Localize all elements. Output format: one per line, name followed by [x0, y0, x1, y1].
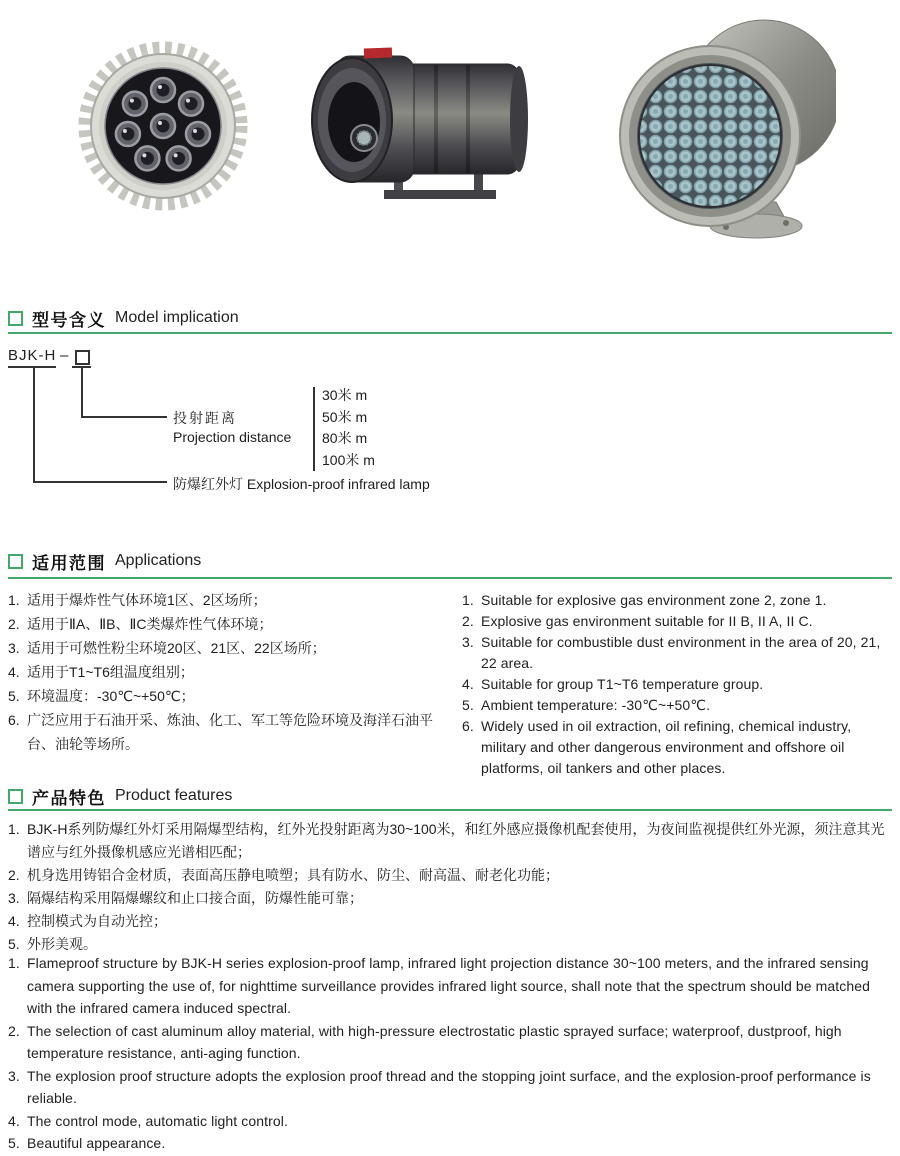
list-item-text: Ambient temperature: -30℃~+50℃.: [481, 697, 711, 713]
list-item-text: BJK-H系列防爆红外灯采用隔爆型结构，红外光投射距离为30~100米，和红外感应摄像机配套使用，为夜间监视提供红外光源，须注意其光谱应与红外摄像机感应光谱相匹配；: [27, 821, 885, 860]
list-item-number: 3.: [8, 640, 20, 656]
options-divider-line: [313, 387, 315, 471]
list-item: [462, 611, 892, 632]
camera-housing-image: [306, 42, 534, 210]
features-list-zh: [8, 818, 892, 956]
list-item: [462, 695, 892, 716]
list-item-number: 1.: [8, 955, 20, 971]
lamp-type-label: 防爆红外灯 Explosion-proof infrared lamp: [173, 476, 430, 492]
list-item: [8, 684, 450, 708]
option-100m: 100米 m: [322, 451, 375, 468]
section-header-applications: [8, 549, 201, 573]
list-item-text: Suitable for group T1~T6 temperature group.: [481, 676, 764, 692]
option-80m: 80米 m: [322, 430, 368, 446]
list-item-text: Explosive gas environment suitable for II B, II A, II C.: [481, 613, 813, 629]
list-item: [462, 590, 892, 611]
section-header-model-implication: [8, 306, 239, 330]
list-item: [8, 864, 892, 887]
section-marker-icon: [8, 311, 23, 326]
section-divider-line: [8, 332, 892, 334]
list-item-number: 2.: [462, 613, 474, 629]
list-item-text: Beautiful appearance.: [27, 1135, 166, 1151]
model-implication-diagram: [0, 345, 900, 500]
list-item-text: 适用于ⅡA、ⅡB、ⅡC类爆炸性气体环境；: [27, 616, 273, 632]
model-placeholder-box: [75, 350, 90, 365]
list-item-number: 4.: [462, 676, 474, 692]
list-item-text: Suitable for combustible dust environment in the area of 20, 21, 22 area.: [481, 634, 881, 671]
finned-lamp-image: [73, 36, 253, 216]
connector-line-horizontal-b: [33, 481, 167, 483]
list-item-text: 外形美观。: [27, 936, 97, 952]
projection-distance-options: [322, 385, 375, 471]
list-item-number: 4.: [8, 1112, 20, 1129]
red-label: [364, 48, 392, 59]
list-item-text: The selection of cast aluminum alloy material, with high-pressure electrostatic plastic sprayed surface; waterproof, dustproof, high temperature resistance, anti-aging function.: [27, 1022, 842, 1061]
option-50m: 50米 m: [322, 408, 368, 425]
list-item-number: 5.: [8, 936, 20, 952]
list-item: [8, 1020, 894, 1065]
list-item: [8, 636, 450, 660]
list-item-number: 6.: [8, 712, 20, 728]
list-item: [462, 632, 892, 674]
list-item-text: Suitable for explosive gas environment zone 2, zone 1.: [481, 592, 827, 608]
list-item-number: 4.: [8, 913, 20, 929]
section-marker-icon: [8, 789, 23, 804]
list-item-number: 5.: [462, 697, 474, 713]
list-item: [8, 952, 894, 1020]
model-code-dash: –: [60, 347, 70, 364]
list-item-number: 3.: [8, 890, 20, 906]
section-title-zh: 产品特色: [32, 788, 106, 808]
list-item-text: 机身选用铸铝合金材质，表面高压静电喷塑；具有防水、防尘、耐高温、耐老化功能；: [27, 867, 559, 883]
connector-line-vertical-b: [33, 367, 35, 483]
list-item-text: The control mode, automatic light control.: [27, 1112, 288, 1129]
list-item-number: 6.: [462, 718, 474, 734]
list-item-text: Flameproof structure by BJK-H series explosion-proof lamp, infrared light projection distance 30~100 meters, and the infrared sensing camera supporting the use of, for nighttime surveillance provides infrared light source, shall note that the spectrum should be matched with the infrared camera induced spectral.: [27, 955, 871, 1016]
applications-list-zh: [8, 588, 450, 756]
list-item-text: 环境温度：-30℃~+50℃；: [27, 688, 195, 704]
list-item-number: 2.: [8, 867, 20, 883]
list-item: [8, 910, 892, 933]
list-item-text: 适用于爆炸性气体环境1区、2区场所；: [27, 592, 267, 608]
section-title-zh: 型号含义: [32, 310, 106, 330]
projection-distance-label-en: Projection distance: [173, 429, 292, 445]
list-item-number: 1.: [8, 592, 20, 608]
list-item-number: 5.: [8, 688, 20, 704]
list-item: [8, 708, 450, 756]
list-item: [8, 1132, 894, 1155]
section-title-zh: 适用范围: [32, 553, 106, 573]
list-item: [8, 588, 450, 612]
product-photo-finned-lamp: [73, 36, 253, 221]
connector-line-horizontal-a: [81, 416, 167, 418]
model-code: BJK-H: [8, 347, 57, 364]
section-divider-line: [8, 809, 892, 811]
list-item: [462, 716, 892, 779]
product-photo-led-array-lamp: [618, 14, 836, 249]
list-item-text: 隔爆结构采用隔爆螺纹和止口接合面，防爆性能可靠；: [27, 890, 363, 906]
projection-distance-label-zh: 投射距离: [173, 410, 237, 426]
list-item-number: 2.: [8, 1022, 20, 1039]
list-item-text: 适用于可燃性粉尘环境20区、21区、22区场所；: [27, 640, 326, 656]
connector-line-vertical-a: [81, 368, 83, 416]
list-item-number: 3.: [462, 634, 474, 650]
list-item: [8, 887, 892, 910]
list-item-text: Widely used in oil extraction, oil refining, chemical industry, military and other dangerous environment and offshore oil platforms, oil tankers and other places.: [481, 718, 852, 776]
list-item: [8, 1110, 894, 1133]
list-item: [8, 660, 450, 684]
features-list-en: [8, 952, 894, 1155]
list-item: [462, 674, 892, 695]
section-title-en: Model implication: [115, 309, 239, 326]
list-item-number: 4.: [8, 664, 20, 680]
list-item-text: 广泛应用于石油开采、炼油、化工、军工等危险环境及海洋石油平台、油轮等场所。: [27, 712, 433, 752]
list-item-text: 适用于T1~T6组温度组别；: [27, 664, 194, 680]
list-item-number: 1.: [8, 821, 20, 837]
section-divider-line: [8, 577, 892, 579]
list-item-number: 3.: [8, 1067, 20, 1084]
list-item: [8, 818, 892, 864]
list-item: [8, 1065, 894, 1110]
underline-model-code: [8, 366, 56, 368]
list-item-text: 控制模式为自动光控；: [27, 913, 167, 929]
section-marker-icon: [8, 554, 23, 569]
front-opening: [312, 58, 392, 182]
product-photo-camera-housing: [306, 42, 534, 215]
list-item-number: 5.: [8, 1135, 20, 1151]
applications-list-en: [462, 590, 892, 779]
section-title-en: Applications: [115, 552, 202, 569]
list-item-number: 1.: [462, 592, 474, 608]
list-item-text: The explosion proof structure adopts the explosion proof thread and the stopping joint surface, and the explosion-proof performance is reliable.: [27, 1067, 871, 1106]
option-30m: 30米 m: [322, 387, 368, 403]
led-array-face: [620, 46, 800, 226]
list-item-number: 2.: [8, 616, 20, 632]
section-header-product-features: [8, 784, 232, 808]
section-title-en: Product features: [115, 787, 233, 804]
list-item: [8, 612, 450, 636]
led-array-lamp-image: [618, 14, 836, 244]
